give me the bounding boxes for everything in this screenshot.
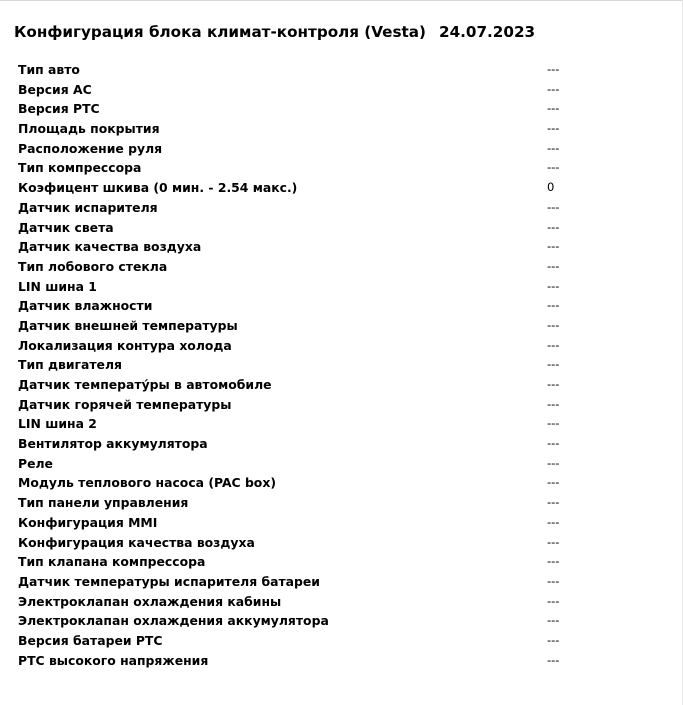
config-row	[18, 277, 578, 297]
config-label: Конфигурация MMI	[18, 514, 158, 530]
config-label: Конфигурация качества воздуха	[18, 534, 255, 550]
config-value: ---	[547, 534, 560, 549]
config-value: ---	[547, 219, 560, 234]
config-row	[18, 533, 578, 553]
config-label: Датчик внешней температуры	[18, 317, 238, 333]
config-value: ---	[547, 62, 560, 76]
config-value: ---	[547, 317, 560, 332]
config-row	[18, 414, 578, 434]
config-row	[18, 454, 578, 474]
config-row	[18, 513, 578, 533]
config-label: Электроклапан охлаждения кабины	[18, 593, 282, 609]
config-label: Версия батареи PTC	[18, 632, 163, 648]
config-label: Датчик температу́ры в автомобиле	[18, 377, 272, 392]
config-row	[18, 99, 578, 119]
config-row	[18, 218, 578, 238]
config-row	[18, 158, 578, 178]
config-label: Площадь покрытия	[18, 121, 160, 137]
config-label: Версия AC	[18, 81, 92, 97]
config-label: Датчик качества воздуха	[18, 239, 202, 255]
config-label: Коэфицент шкива (0 мин. - 2.54 макс.)	[18, 180, 298, 196]
config-row	[18, 257, 578, 277]
config-row	[18, 611, 578, 631]
top-border	[0, 0, 683, 1]
config-value: ---	[547, 81, 560, 96]
config-label: Датчик испарителя	[18, 199, 158, 215]
config-value: ---	[547, 377, 560, 391]
config-value: ---	[547, 258, 560, 273]
config-label: Модуль теплового насоса (PAC box)	[18, 475, 276, 491]
config-value: ---	[547, 160, 560, 175]
config-value: ---	[547, 298, 560, 313]
config-label: Тип двигателя	[18, 357, 122, 373]
config-label: Реле	[18, 455, 53, 471]
config-value: ---	[547, 101, 560, 116]
config-label: LIN шина 1	[18, 278, 97, 294]
config-row	[18, 198, 578, 218]
config-row	[18, 80, 578, 100]
config-row	[18, 178, 578, 198]
config-value: ---	[547, 357, 560, 372]
config-label: PTC высокого напряжения	[18, 652, 209, 668]
config-row	[18, 493, 578, 513]
config-value: ---	[547, 199, 560, 214]
config-value: ---	[547, 652, 560, 667]
config-list	[18, 60, 578, 670]
config-row	[18, 316, 578, 336]
config-value: ---	[547, 121, 560, 136]
config-row	[18, 355, 578, 375]
config-value: ---	[547, 475, 560, 490]
config-label: Вентилятор аккумулятора	[18, 436, 208, 452]
config-row	[18, 631, 578, 651]
config-label: Тип клапана компрессора	[18, 554, 206, 570]
config-label: Локализация контура холода	[18, 337, 232, 353]
config-value: ---	[547, 416, 560, 431]
config-row	[18, 60, 578, 80]
config-label: Тип компрессора	[18, 160, 142, 176]
config-row	[18, 572, 578, 592]
config-row	[18, 336, 578, 356]
config-row	[18, 473, 578, 493]
config-label: Датчик света	[18, 219, 114, 235]
config-value: ---	[547, 455, 560, 470]
config-label: Датчик горячей температуры	[18, 396, 232, 412]
config-row	[18, 592, 578, 612]
config-value: ---	[547, 613, 560, 628]
config-row	[18, 375, 578, 395]
config-row	[18, 552, 578, 572]
report-date: 24.07.2023	[439, 23, 536, 41]
config-label: Электроклапан охлаждения аккумулятора	[18, 613, 329, 629]
config-value: ---	[547, 239, 560, 254]
config-value: ---	[547, 337, 560, 352]
config-value: ---	[547, 436, 560, 451]
config-label: LIN шина 2	[18, 416, 97, 432]
config-row	[18, 119, 578, 139]
config-value: ---	[547, 495, 560, 510]
config-row	[18, 296, 578, 316]
config-value: ---	[547, 140, 560, 155]
config-label: Расположение руля	[18, 140, 163, 156]
config-value: 0	[547, 180, 555, 195]
report-title: Конфигурация блока климат-контроля (Vesta)	[14, 23, 426, 41]
config-label: Тип авто	[18, 62, 80, 77]
config-label: Датчик температуры испарителя батареи	[18, 573, 320, 589]
config-value: ---	[547, 514, 560, 529]
config-label: Датчик влажности	[18, 298, 153, 314]
config-row	[18, 651, 578, 671]
config-value: ---	[547, 554, 560, 569]
config-row	[18, 395, 578, 415]
config-value: ---	[547, 632, 560, 647]
config-label: Тип лобового стекла	[18, 258, 168, 274]
config-row	[18, 434, 578, 454]
report-header	[14, 21, 654, 43]
config-value: ---	[547, 593, 560, 608]
config-label: Тип панели управления	[18, 495, 189, 511]
config-row	[18, 237, 578, 257]
config-label: Версия PTC	[18, 101, 100, 117]
config-value: ---	[547, 396, 560, 411]
config-value: ---	[547, 278, 560, 293]
config-value: ---	[547, 573, 560, 588]
config-row	[18, 139, 578, 159]
